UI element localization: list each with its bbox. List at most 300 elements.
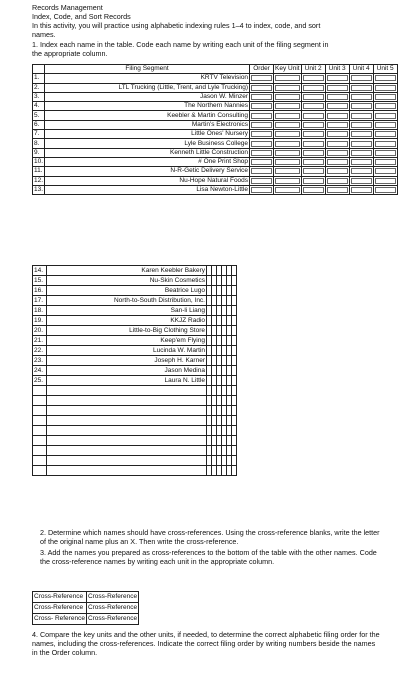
order-cell[interactable] [250, 120, 274, 129]
filing-segment-cell [47, 386, 207, 396]
unit-5-cell[interactable] [373, 139, 397, 148]
unit-cell[interactable] [232, 446, 237, 456]
unit-3-cell[interactable] [325, 83, 349, 92]
table-row [33, 286, 237, 296]
row-number: 20. [33, 326, 47, 336]
filing-segment-cell: KKJZ Radio [47, 316, 207, 326]
row-number [33, 386, 47, 396]
input-box[interactable] [327, 75, 348, 81]
table-row [33, 456, 237, 466]
input-box[interactable] [251, 103, 272, 109]
unit-4-cell[interactable] [349, 120, 373, 129]
header-order: Order [250, 65, 274, 74]
input-box[interactable] [251, 178, 272, 184]
unit-cell[interactable] [232, 466, 237, 476]
unit-2-cell[interactable] [301, 139, 325, 148]
order-cell[interactable] [250, 185, 274, 194]
cross-reference-cell[interactable]: Cross-Reference [86, 592, 138, 603]
row-number: 9. [33, 148, 45, 157]
input-box[interactable] [251, 187, 272, 193]
input-box[interactable] [351, 94, 372, 100]
input-box[interactable] [327, 131, 348, 137]
unit-cell[interactable] [232, 306, 237, 316]
header-unit-5: Unit 5 [373, 65, 397, 74]
unit-cell[interactable] [232, 276, 237, 286]
filing-segment-cell: Laura N. Little [47, 376, 207, 386]
table-row [33, 366, 237, 376]
filing-segment-cell [47, 396, 207, 406]
unit-2-cell[interactable] [301, 167, 325, 176]
row-number: 18. [33, 306, 47, 316]
step3-text: 3. Add the names you prepared as cross-references to the bottom of the table with the other names. Code the cross-reference names by writing each unit in the appropriate column. [40, 548, 377, 566]
unit-cell[interactable] [232, 296, 237, 306]
assignment-title: Index, Code, and Sort Records [32, 12, 131, 21]
table-row [33, 92, 398, 101]
unit-cell[interactable] [232, 396, 237, 406]
unit-2-cell[interactable] [301, 157, 325, 166]
cross-reference-cell[interactable]: Cross-Reference [86, 603, 138, 614]
row-number: 5. [33, 111, 45, 120]
input-box[interactable] [327, 150, 348, 156]
key-unit-cell[interactable] [274, 139, 302, 148]
input-box[interactable] [375, 94, 396, 100]
table-row [33, 466, 237, 476]
unit-5-cell[interactable] [373, 176, 397, 185]
filing-segment-cell: Little Ones' Nursery [45, 130, 250, 139]
input-box[interactable] [375, 103, 396, 109]
input-box[interactable] [327, 103, 348, 109]
input-box[interactable] [375, 113, 396, 119]
input-box[interactable] [351, 178, 372, 184]
input-box[interactable] [375, 187, 396, 193]
input-box[interactable] [251, 150, 272, 156]
input-box[interactable] [303, 168, 324, 174]
filing-segment-cell: Little-to-Big Clothing Store [47, 326, 207, 336]
key-unit-cell[interactable] [274, 120, 302, 129]
unit-2-cell[interactable] [301, 120, 325, 129]
unit-cell[interactable] [232, 456, 237, 466]
input-box[interactable] [327, 168, 348, 174]
input-box[interactable] [375, 122, 396, 128]
header-unit-2: Unit 2 [301, 65, 325, 74]
unit-2-cell[interactable] [301, 176, 325, 185]
filing-segment-cell: N-R-Getic Delivery Service [45, 167, 250, 176]
input-box[interactable] [251, 131, 272, 137]
unit-4-cell[interactable] [349, 74, 373, 83]
unit-5-cell[interactable] [373, 83, 397, 92]
table-row [33, 176, 398, 185]
row-number: 6. [33, 120, 45, 129]
unit-3-cell[interactable] [325, 167, 349, 176]
filing-segment-cell: Lisa Newton-Little [45, 185, 250, 194]
key-unit-cell[interactable] [274, 148, 302, 157]
unit-2-cell[interactable] [301, 102, 325, 111]
unit-2-cell[interactable] [301, 74, 325, 83]
key-unit-cell[interactable] [274, 167, 302, 176]
input-box[interactable] [351, 131, 372, 137]
unit-5-cell[interactable] [373, 148, 397, 157]
input-box[interactable] [351, 187, 372, 193]
unit-3-cell[interactable] [325, 74, 349, 83]
key-unit-cell[interactable] [274, 157, 302, 166]
unit-cell[interactable] [232, 356, 237, 366]
unit-cell[interactable] [232, 416, 237, 426]
row-number: 8. [33, 139, 45, 148]
unit-2-cell[interactable] [301, 92, 325, 101]
unit-cell[interactable] [232, 366, 237, 376]
cross-reference-row [33, 614, 139, 625]
input-box[interactable] [351, 168, 372, 174]
row-number [33, 426, 47, 436]
filing-segment-cell: San-li Liang [47, 306, 207, 316]
row-number: 22. [33, 346, 47, 356]
table-row [33, 446, 237, 456]
filing-segment-cell: # One Print Shop [45, 157, 250, 166]
input-box[interactable] [303, 103, 324, 109]
order-cell[interactable] [250, 157, 274, 166]
unit-cell[interactable] [232, 376, 237, 386]
input-box[interactable] [251, 141, 272, 147]
coding-table-header [33, 65, 398, 74]
table-row [33, 316, 237, 326]
unit-3-cell[interactable] [325, 111, 349, 120]
key-unit-cell[interactable] [274, 111, 302, 120]
table-row [33, 376, 237, 386]
unit-cell[interactable] [232, 326, 237, 336]
unit-4-cell[interactable] [349, 130, 373, 139]
order-cell[interactable] [250, 148, 274, 157]
table-row [33, 336, 237, 346]
filing-segment-cell: KRTV Television [45, 74, 250, 83]
order-cell[interactable] [250, 130, 274, 139]
key-unit-cell[interactable] [274, 92, 302, 101]
input-box[interactable] [303, 159, 324, 165]
input-box[interactable] [351, 122, 372, 128]
row-number: 13. [34, 186, 44, 193]
key-unit-cell[interactable] [274, 74, 302, 83]
unit-4-cell[interactable] [349, 139, 373, 148]
input-box[interactable] [251, 168, 272, 174]
input-box[interactable] [303, 131, 324, 137]
row-number: 4. [33, 102, 45, 111]
input-box[interactable] [251, 159, 272, 165]
unit-3-cell[interactable] [325, 176, 349, 185]
row-number [33, 436, 47, 446]
filing-segment-cell: Karen Keebler Bakery [47, 266, 207, 276]
table-row [33, 306, 237, 316]
input-box[interactable] [251, 85, 272, 91]
unit-cell[interactable] [232, 386, 237, 396]
input-box[interactable] [275, 168, 300, 174]
input-box[interactable] [303, 141, 324, 147]
unit-2-cell[interactable] [301, 148, 325, 157]
cross-reference-cell[interactable]: Cross-Reference [33, 603, 87, 614]
step4-text: 4. Compare the key units and the other units, if needed, to determine the correct alphabetic filing order for the names, including the cross-references. Indicate the correct filing order by writing numbers beside the names in the Order column. [32, 630, 380, 657]
unit-cell[interactable] [232, 426, 237, 436]
unit-2-cell[interactable] [301, 185, 325, 194]
input-box[interactable] [327, 122, 348, 128]
row-number [33, 466, 47, 476]
cross-reference-cell[interactable]: Cross-Reference [33, 592, 87, 603]
table-row [33, 426, 237, 436]
table-row [33, 130, 398, 139]
unit-3-cell[interactable] [325, 102, 349, 111]
coding-table [32, 64, 398, 195]
unit-5-cell[interactable] [373, 185, 397, 194]
key-unit-cell[interactable] [274, 176, 302, 185]
table-row [33, 356, 237, 366]
coding-table-continued [32, 265, 237, 476]
row-number: 11. [34, 167, 43, 175]
input-box[interactable] [351, 159, 372, 165]
filing-segment-cell: The Northern Nannies [45, 102, 250, 111]
key-unit-cell[interactable] [274, 83, 302, 92]
unit-5-cell[interactable] [373, 157, 397, 166]
intro-text-cont: names. [32, 30, 56, 39]
input-box[interactable] [303, 85, 324, 91]
row-number: 19. [33, 316, 47, 326]
table-row [33, 148, 398, 157]
unit-4-cell[interactable] [349, 167, 373, 176]
row-number: 24. [33, 366, 47, 376]
table-row [33, 276, 237, 286]
unit-4-cell[interactable] [349, 176, 373, 185]
input-box[interactable] [375, 131, 396, 137]
filing-segment-cell: Jason W. Minzer [45, 92, 250, 101]
header-filing-segment: Filing Segment [45, 65, 250, 74]
input-box[interactable] [303, 150, 324, 156]
key-unit-cell[interactable] [274, 102, 302, 111]
row-number [33, 406, 47, 416]
input-box[interactable] [351, 75, 372, 81]
unit-4-cell[interactable] [349, 92, 373, 101]
filing-segment-cell: Lyle Business College [45, 139, 250, 148]
row-number: 3. [33, 92, 45, 101]
input-box[interactable] [375, 150, 396, 156]
input-box[interactable] [275, 178, 300, 184]
table-row [33, 326, 237, 336]
filing-segment-cell [47, 406, 207, 416]
input-box[interactable] [275, 150, 300, 156]
input-box[interactable] [251, 94, 272, 100]
unit-cell[interactable] [232, 266, 237, 276]
filing-segment-cell: Kenneth Little Construction [45, 148, 250, 157]
header-cell-blank [33, 65, 45, 74]
order-cell[interactable] [250, 92, 274, 101]
unit-2-cell[interactable] [301, 111, 325, 120]
unit-cell[interactable] [232, 316, 237, 326]
cross-reference-cell[interactable]: Cross-Reference [86, 614, 138, 625]
input-box[interactable] [351, 103, 372, 109]
intro-text: In this activity, you will practice using alphabetic indexing rules 1–4 to index, code, and sort [32, 21, 321, 30]
table-row [33, 102, 398, 111]
table-row [33, 167, 398, 176]
row-number: 23. [33, 356, 47, 366]
input-box[interactable] [327, 159, 348, 165]
filing-segment-cell: Martin's Electronics [45, 120, 250, 129]
unit-2-cell[interactable] [301, 130, 325, 139]
filing-segment-cell: Nu-Hope Natural Foods [45, 176, 250, 185]
key-unit-cell[interactable] [274, 185, 302, 194]
input-box[interactable] [303, 187, 324, 193]
table-row [33, 416, 237, 426]
input-box[interactable] [303, 113, 324, 119]
filing-segment-cell: Lucinda W. Martin [47, 346, 207, 356]
order-cell[interactable] [250, 102, 274, 111]
unit-cell[interactable] [232, 406, 237, 416]
input-box[interactable] [275, 103, 300, 109]
course-title: Records Management [32, 3, 103, 12]
unit-5-cell[interactable] [373, 167, 397, 176]
order-cell[interactable] [250, 139, 274, 148]
filing-segment-cell: Nu-Skin Cosmetics [47, 276, 207, 286]
table-row [33, 406, 237, 416]
unit-3-cell[interactable] [325, 185, 349, 194]
input-box[interactable] [375, 141, 396, 147]
unit-4-cell[interactable] [349, 148, 373, 157]
unit-3-cell[interactable] [325, 157, 349, 166]
input-box[interactable] [251, 75, 272, 81]
input-box[interactable] [275, 159, 300, 165]
input-box[interactable] [327, 187, 348, 193]
row-number: 2. [33, 83, 45, 92]
input-box[interactable] [327, 178, 348, 184]
order-cell[interactable] [250, 111, 274, 120]
row-number [33, 416, 47, 426]
order-cell[interactable] [250, 74, 274, 83]
row-number: 16. [33, 286, 47, 296]
input-box[interactable] [351, 85, 372, 91]
row-number: 25. [33, 376, 47, 386]
input-box[interactable] [275, 122, 300, 128]
filing-segment-cell [47, 446, 207, 456]
table-row [33, 111, 398, 120]
input-box[interactable] [303, 75, 324, 81]
key-unit-cell[interactable] [274, 130, 302, 139]
unit-cell[interactable] [232, 346, 237, 356]
table-row [33, 396, 237, 406]
header-unit-4: Unit 4 [349, 65, 373, 74]
row-number: 12. [34, 176, 44, 184]
input-box[interactable] [303, 178, 324, 184]
unit-5-cell[interactable] [373, 130, 397, 139]
input-box[interactable] [327, 94, 348, 100]
input-box[interactable] [375, 75, 396, 81]
unit-4-cell[interactable] [349, 83, 373, 92]
unit-3-cell[interactable] [325, 120, 349, 129]
input-box[interactable] [275, 131, 300, 137]
table-row [33, 266, 237, 276]
input-box[interactable] [275, 75, 300, 81]
filing-segment-cell [47, 466, 207, 476]
row-number: 21. [33, 336, 47, 346]
input-box[interactable] [251, 122, 272, 128]
unit-5-cell[interactable] [373, 92, 397, 101]
unit-cell[interactable] [232, 336, 237, 346]
cross-reference-cell[interactable]: Cross- Reference [33, 614, 87, 625]
unit-4-cell[interactable] [349, 157, 373, 166]
unit-2-cell[interactable] [301, 83, 325, 92]
table-row [33, 436, 237, 446]
input-box[interactable] [351, 141, 372, 147]
header-unit-3: Unit 3 [325, 65, 349, 74]
filing-segment-cell: North-to-South Distribution, Inc. [47, 296, 207, 306]
order-cell[interactable] [250, 167, 274, 176]
unit-5-cell[interactable] [373, 120, 397, 129]
input-box[interactable] [375, 159, 396, 165]
filing-segment-cell [47, 456, 207, 466]
input-box[interactable] [303, 122, 324, 128]
input-box[interactable] [275, 113, 300, 119]
cross-reference-row [33, 592, 139, 603]
table-row [33, 157, 398, 166]
input-box[interactable] [275, 85, 300, 91]
unit-4-cell[interactable] [349, 102, 373, 111]
table-row [33, 83, 398, 92]
input-box[interactable] [327, 113, 348, 119]
filing-segment-cell: Keep'em Flying [47, 336, 207, 346]
table-row [33, 296, 237, 306]
unit-4-cell[interactable] [349, 111, 373, 120]
unit-5-cell[interactable] [373, 111, 397, 120]
unit-3-cell[interactable] [325, 148, 349, 157]
row-number: 15. [33, 276, 47, 286]
input-box[interactable] [327, 85, 348, 91]
input-box[interactable] [351, 113, 372, 119]
input-box[interactable] [275, 94, 300, 100]
filing-segment-cell [47, 426, 207, 436]
filing-segment-cell [47, 436, 207, 446]
row-number [33, 396, 47, 406]
step1-text-cont: the appropriate column. [32, 49, 108, 58]
input-box[interactable] [275, 187, 300, 193]
unit-3-cell[interactable] [325, 139, 349, 148]
unit-5-cell[interactable] [373, 74, 397, 83]
input-box[interactable] [375, 178, 396, 184]
input-box[interactable] [275, 141, 300, 147]
unit-5-cell[interactable] [373, 102, 397, 111]
order-cell[interactable] [250, 176, 274, 185]
row-number [33, 456, 47, 466]
row-number [33, 446, 47, 456]
row-number: 17. [33, 296, 47, 306]
table-row [33, 185, 398, 194]
unit-4-cell[interactable] [349, 185, 373, 194]
row-number: 10. [34, 158, 44, 166]
input-box[interactable] [351, 150, 372, 156]
filing-segment-cell: Joseph H. Karner [47, 356, 207, 366]
unit-cell[interactable] [232, 436, 237, 446]
cross-reference-row [33, 603, 139, 614]
input-box[interactable] [251, 113, 272, 119]
unit-cell[interactable] [232, 286, 237, 296]
table-row [33, 74, 398, 83]
header-key-unit: Key Unit [275, 65, 300, 73]
input-box[interactable] [375, 85, 396, 91]
filing-segment-cell [47, 416, 207, 426]
unit-3-cell[interactable] [325, 92, 349, 101]
table-row [33, 346, 237, 356]
step2-text: 2. Determine which names should have cross-references. Using the cross-reference blanks, write the letter of the original name plus an X. Then write the cross-reference. [40, 528, 380, 546]
unit-3-cell[interactable] [325, 130, 349, 139]
filing-segment-cell: Keebler & Martin Consulting [45, 111, 250, 120]
step1-text: 1. Index each name in the table. Code each name by writing each unit of the filing segment in [32, 40, 329, 49]
input-box[interactable] [375, 168, 396, 174]
table-row [33, 120, 398, 129]
input-box[interactable] [327, 141, 348, 147]
order-cell[interactable] [250, 83, 274, 92]
input-box[interactable] [303, 94, 324, 100]
